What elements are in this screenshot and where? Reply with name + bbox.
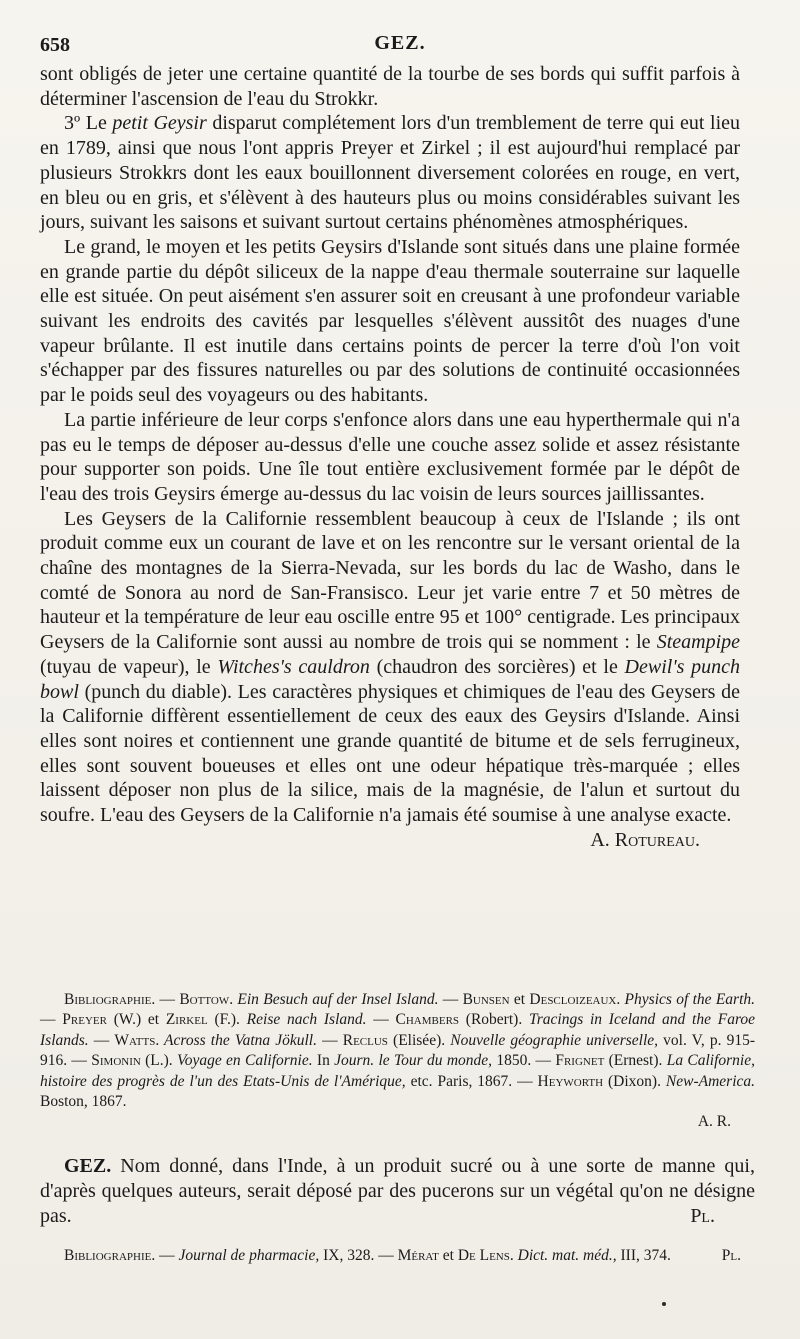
- separator: —: [40, 1011, 63, 1029]
- title: La Californie, histoire des progrès de l'un des Etats-Unis de l'Amérique,: [40, 1052, 755, 1090]
- title: Tracings in Iceland and the Faroe Islands.: [40, 1011, 756, 1049]
- paragraph-2: [40, 111, 740, 235]
- connector: (Elisée).: [387, 1031, 446, 1049]
- paragraph-5: [40, 507, 740, 828]
- connector: etc. Paris, 1867.: [405, 1072, 513, 1090]
- paragraph-1-text: sont obligés de jeter une certaine quantité de la tourbe de ses bords qui suffit parfois à déterminer l'ascension de l'eau du Strokkr.: [40, 63, 740, 110]
- connector: Boston, 1867.: [40, 1093, 127, 1111]
- bibliography-signature: [40, 1112, 755, 1132]
- paragraph-1: [40, 62, 740, 111]
- connector: (W.) et: [106, 1011, 166, 1029]
- title: Ein Besuch auf der Insel Island.: [233, 991, 439, 1008]
- article-body: [40, 62, 740, 853]
- title: Dict. mat. méd.,: [513, 1247, 617, 1264]
- title: Voyage en Californie.: [172, 1052, 313, 1070]
- connector: (Dixon).: [603, 1072, 661, 1090]
- paragraph-2-text: disparut complétement lors d'un tremblement de terre qui eut lieu en 1789, ainsi que nous l'ont appris Preyer et Zirkel ; il est aujourd'hui remplacé par plusieurs Strokkrs dont les eaux bouillonnent diversement colorées en rouge, en vert, en bleu ou en gris, et s'élèvent à des hauteurs plus ou moins considérables suivant les jours, suivant les saisons et suivant surtout certains phénomènes atmosphériques.: [40, 112, 741, 234]
- paragraph-4-text: La partie inférieure de leur corps s'enfonce alors dans une eau hyperthermale qui n'a pas eu le temps de déposer au-dessus d'elle une couche assez solide et assez résistante pour supporter son poids. Une île tout entière exclusivement formée par le dépôt de l'eau des trois Geysirs émerge au-dessus du lac voisin de leurs sources jaillissantes.: [40, 408, 740, 505]
- separator: —: [374, 1247, 398, 1264]
- author: Bottow.: [179, 991, 234, 1008]
- connector: (L.).: [140, 1052, 173, 1070]
- paragraph-3: [40, 235, 740, 408]
- separator: —: [366, 1011, 396, 1029]
- steampipe-term: Steampipe: [656, 631, 740, 654]
- separator: —: [155, 991, 180, 1008]
- connector: IX, 328.: [319, 1247, 375, 1264]
- author: Zirkel: [165, 1011, 208, 1029]
- gez-signature: [666, 1204, 755, 1229]
- author: Frignet: [555, 1052, 605, 1070]
- title: Journal de pharmacie,: [178, 1247, 320, 1264]
- connector: et: [438, 1247, 458, 1264]
- author: Mérat: [397, 1247, 439, 1264]
- connector: 1850.: [492, 1052, 532, 1070]
- gez-definition: Nom donné, dans l'Inde, à un produit sucré ou à une sorte de manne qui, d'après quelques auteurs, serait déposé par des pucerons sur un végétal qu'on ne désigne pas.: [40, 1155, 755, 1227]
- separator: —: [512, 1072, 538, 1090]
- author: Chambers: [395, 1011, 460, 1029]
- dewils-punch-bowl-term: Dewil's punch bowl: [40, 655, 740, 703]
- title: Across the Vatna Jökull.: [159, 1031, 317, 1049]
- article-signature: [40, 828, 740, 853]
- paragraph-4: [40, 408, 740, 507]
- connector: et: [509, 991, 530, 1008]
- title: Journ. le Tour du monde,: [334, 1052, 493, 1070]
- bibliography-entries: [40, 990, 755, 1112]
- paragraph-3-text: Le grand, le moyen et les petits Geysirs d'Islande sont situés dans une plaine formée en grande partie du dépôt siliceux de la nappe d'eau thermale souterraine sur laquelle elle est située. On peut aisément s'en assurer soit en creusant à une profondeur variable suivant les endroits des cavités par lesquelles s'élèvent aussitôt des nuages d'une vapeur brûlante. Il est inutile dans certains points de percer la terre d'où l'on voit s'échapper par des fissures naturelles ou par des solutions de continuité occasionnées par le poids seul des voyageurs ou des habitants.: [40, 235, 740, 407]
- connector: (Robert).: [459, 1011, 523, 1029]
- gez-bibliography: [40, 1246, 755, 1266]
- ink-dot: [662, 1302, 666, 1306]
- connector: (F.).: [207, 1011, 240, 1029]
- gez-entry-text: [40, 1154, 755, 1229]
- connector: III, 374.: [616, 1247, 671, 1264]
- author: Reclus: [342, 1031, 388, 1049]
- page-number: 658: [40, 34, 70, 56]
- gez-headword: GEZ.: [64, 1155, 112, 1177]
- gez-bibliography-label: Bibliographie.: [64, 1247, 156, 1264]
- connector: In: [312, 1052, 335, 1070]
- author: Watts.: [114, 1031, 160, 1049]
- signature-text: A. Rotureau.: [590, 828, 700, 851]
- separator: —: [317, 1031, 343, 1049]
- author: Heyworth: [537, 1072, 604, 1090]
- paragraph-2-lead: 3º Le: [64, 112, 113, 135]
- title: Physics of the Earth.: [620, 991, 756, 1008]
- gez-signature-text: Pl.: [690, 1205, 715, 1227]
- bibliography-signature-text: A. R.: [697, 1113, 731, 1131]
- separator: —: [88, 1031, 115, 1049]
- connector: vol. V, p. 915-916.: [40, 1031, 756, 1070]
- petit-geysir-term: petit Geysir: [112, 112, 207, 135]
- author: Descloizeaux.: [529, 991, 621, 1008]
- bibliography-label: Bibliographie.: [64, 991, 156, 1008]
- author: Preyer: [62, 1011, 107, 1029]
- separator: —: [155, 1247, 179, 1264]
- paragraph-5-text-d: (punch du diable). Les caractères physiques et chimiques de l'eau des Geysers de la Californie diffèrent essentiellement de ceux des eaux des Geysirs d'Islande. Ainsi elles sont noires et contiennent une grande quantité de bitume et de sels ferrugineux, elles sont souvent boueuses et elles ont une odeur hépatique très-marquée ; elles laissent déposer non plus de la silice, mais de la magnésie, de l'alun et surtout du soufre. L'eau des Geysers de la Californie n'a jamais été soumise à une analyse exacte.: [40, 680, 740, 827]
- gez-bibliography-signature-text: Pl.: [721, 1247, 741, 1264]
- paragraph-5-text-b: (tuyau de vapeur), le: [40, 655, 218, 678]
- author: Bunsen: [462, 991, 510, 1008]
- title: New-America.: [660, 1072, 756, 1090]
- gez-entry: [40, 1154, 755, 1229]
- connector: (Ernest).: [604, 1052, 663, 1070]
- gez-bibliography-entries: [40, 1246, 755, 1266]
- running-head: GEZ.: [374, 32, 426, 54]
- title: Reise nach Island.: [239, 1011, 367, 1029]
- separator: —: [438, 991, 463, 1008]
- gez-bibliography-signature: [698, 1246, 755, 1266]
- separator: —: [531, 1052, 556, 1070]
- title: Nouvelle géographie universelle,: [445, 1031, 659, 1049]
- page-header: [40, 30, 760, 60]
- paragraph-5-text-a: Les Geysers de la Californie ressemblent beaucoup à ceux de l'Islande ; ils ont produit comme eux un courant de lave et on les rencontre sur le versant oriental de la chaîne des montagnes de la Sierra-Nevada, sur les bords du lac de Washo, dans le comté de Sonora au nord de San-Fransisco. Leur jet varie entre 7 et 50 mètres de hauteur et la température de leur eau oscille entre 95 et 100° centigrade. Les principaux Geysers de la Californie sont aussi au nombre de trois qui se nomment : le: [40, 507, 740, 654]
- author: De Lens.: [457, 1247, 514, 1264]
- witches-cauldron-term: Witches's cauldron: [217, 655, 370, 678]
- paragraph-5-text-c: (chaudron des sorcières) et le: [369, 655, 625, 678]
- bibliography: [40, 990, 755, 1133]
- author: Simonin: [91, 1052, 141, 1070]
- separator: —: [67, 1052, 92, 1070]
